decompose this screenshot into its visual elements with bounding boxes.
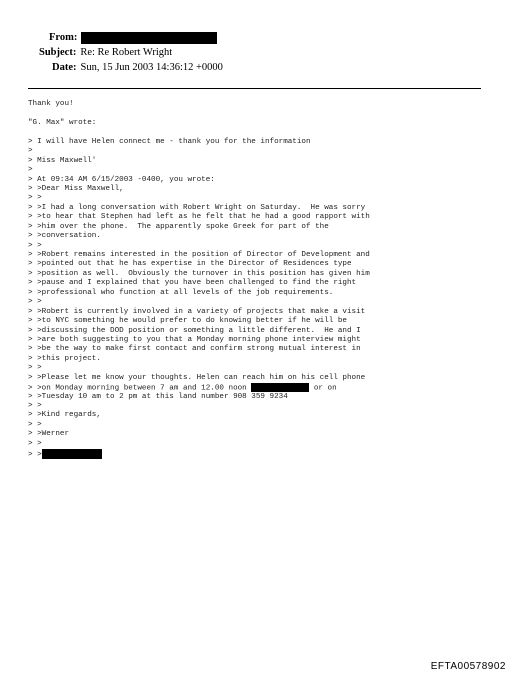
from-label: From: (49, 32, 78, 44)
body-line: > >pause and I explained that you have been challenged to find the right (28, 279, 357, 288)
body-line: > > (28, 364, 42, 373)
body-line: Thank you! (28, 100, 74, 108)
body-line: > (28, 166, 33, 175)
email-body (28, 100, 488, 459)
subject-row (39, 47, 172, 58)
body-line-part: or on (309, 384, 337, 393)
body-line-with-redaction (28, 449, 488, 458)
body-line: > >pointed out that he has expertise in the Director of Residences type (28, 260, 352, 269)
body-line: > I will have Helen connect me - thank you for the information (28, 137, 311, 146)
from-row (49, 32, 217, 44)
header-divider (28, 88, 481, 89)
body-line: > > (28, 241, 42, 250)
body-line: > >to hear that Stephen had left as he felt that he had a good rapport with (28, 213, 370, 222)
body-line: > >Dear Miss Maxwell, (28, 184, 124, 193)
body-line: > >position as well. Obviously the turnover in this position has given him (28, 269, 370, 278)
body-line: > > (28, 439, 42, 448)
body-line: > >him over the phone. The apparently spoke Greek for part of the (28, 222, 329, 231)
body-line: > >Kind regards, (28, 411, 101, 420)
body-line: > > (28, 194, 42, 203)
body-line: > >I had a long conversation with Robert Wright on Saturday. He was sorry (28, 203, 366, 212)
body-line-part: > > (28, 451, 42, 460)
body-line: > >are both suggesting to you that a Monday morning phone interview might (28, 335, 361, 344)
body-line-with-redaction (28, 383, 488, 392)
body-line: > >professional who function at all levels of the job requirements. (28, 288, 334, 297)
document-id: EFTA00578902 (430, 661, 506, 672)
body-line: > >to NYC something he would prefer to do knowing better if he will be (28, 317, 347, 326)
body-line: > > (28, 420, 42, 429)
redaction-block (81, 32, 217, 44)
body-line: > >Robert is currently involved in a variety of projects that make a visit (28, 307, 366, 316)
body-line-part: > >on Monday morning between 7 am and 12.00 noon (28, 384, 252, 393)
subject-label: Subject: (39, 47, 77, 58)
body-line: > >conversation. (28, 232, 101, 241)
date-label: Date: (52, 62, 77, 73)
body-line: > >Please let me know your thoughts. Helen can reach him on his cell phone (28, 373, 366, 382)
body-line: > (28, 147, 33, 156)
subject-value: Re: Re Robert Wright (80, 47, 173, 58)
date-row (52, 62, 223, 73)
body-line: > >be the way to make first contact and confirm strong mutual interest in (28, 345, 361, 354)
redaction-block (251, 383, 309, 392)
redaction-block (42, 449, 102, 459)
body-line: > >discussing the DOD position or something a little different. He and I (28, 326, 361, 335)
body-line: > >this project. (28, 354, 101, 363)
body-line: > > (28, 298, 42, 307)
body-line: > At 09:34 AM 6/15/2003 -0400, you wrote: (28, 175, 215, 184)
body-line: > >Robert remains interested in the position of Director of Development and (28, 251, 370, 259)
body-line: > Miss Maxwell' (28, 156, 97, 165)
body-line: > >Tuesday 10 am to 2 pm at this land number 908 359 9234 (28, 392, 288, 401)
date-value: Sun, 15 Jun 2003 14:36:12 +0000 (80, 62, 223, 73)
body-line: "G. Max" wrote: (28, 118, 97, 127)
body-line: > > (28, 402, 42, 410)
body-line: > >Werner (28, 430, 70, 439)
